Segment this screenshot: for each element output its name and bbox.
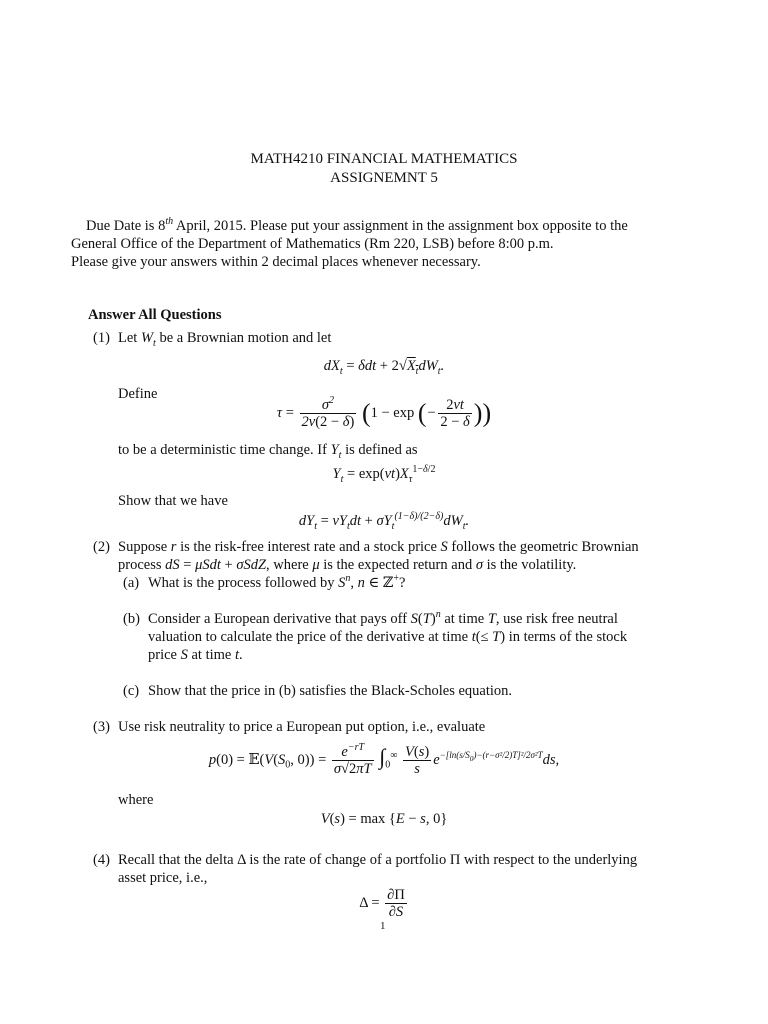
q2-number: (2)	[93, 539, 110, 555]
intro-line-3: Please give your answers within 2 decimal places whenever necessary.	[71, 254, 481, 270]
q2a-number: (a)	[123, 575, 140, 591]
page-number: 1	[380, 920, 386, 932]
q1-equation-dy: $dY_t = \nu Y_tdt + \sigma Y_t^{(1-\delta)/(2-\delta)}dW_t$.	[298, 511, 470, 532]
course-title: MATH4210 FINANCIAL MATHEMATICS	[250, 151, 518, 167]
q3-number: (3)	[93, 719, 110, 735]
q2-line-2: process dS = μSdt + σSdZ, where μ is the expected return and σ is the volatility.	[118, 557, 577, 573]
q2b-line-1: Consider a European derivative that pays off $S(T)^n$ at time T, use risk free neutral	[148, 609, 618, 627]
q2b-line-3: price S at time t.	[148, 647, 243, 663]
q2-line-1: Suppose r is the risk-free interest rate and a stock price S follows the geometric Brownian	[118, 539, 639, 555]
q1-text: Let $W_t$ be a Brownian motion and let	[118, 330, 332, 349]
q4-line-2: asset price, i.e.,	[118, 870, 208, 886]
intro-line-2: General Office of the Department of Mathematics (Rm 220, LSB) before 8:00 p.m.	[71, 236, 554, 252]
q1-equation-dx: $dX_t = \delta dt + 2√X_tdW_t$.	[323, 358, 445, 377]
intro-line-1: Due Date is 8th April, 2015. Please put your assignment in the assignment box opposite to the	[86, 216, 628, 234]
q3-equation-p0: $p(0) = 𝔼(V(S_0$, 0)) = $\frac{e^{-rT}}{\sigma√2\pi T}$ $\int_0^\infty$ $\frac{V(s)}{s}$ $e^{-[ln(s/S_0)-(r-\sigma^2/2)T]^2/2\sigma^2T}ds$,	[208, 742, 560, 777]
q4-number: (4)	[93, 852, 110, 868]
q2b-line-2: valuation to calculate the price of the derivative at time t(≤ T) in terms of the stock	[148, 629, 628, 645]
q3-text: Use risk neutrality to price a European put option, i.e., evaluate	[118, 719, 486, 735]
q3-where: where	[118, 792, 154, 808]
assignment-title: ASSIGNEMNT 5	[330, 170, 438, 186]
q1-equation-y: $Y_t = \exp(\nu t)X_\tau^{1-\delta/2}$	[332, 464, 436, 485]
q2a-text: What is the process followed by $S^n$, n ∈ ℤ+?	[148, 573, 406, 591]
q1-equation-tau: τ = $\frac{\sigma^2}{2\nu(2 - \delta)}$ (1 − exp (− $\frac{2\nu t}{2 - \delta}$ ))	[276, 395, 492, 430]
q1-number: (1)	[93, 330, 110, 346]
q2c-text: Show that the price in (b) satisfies the Black-Scholes equation.	[148, 683, 513, 699]
q2b-number: (b)	[123, 611, 140, 627]
section-heading: Answer All Questions	[88, 307, 222, 323]
q1-show: Show that we have	[118, 493, 228, 509]
q2c-number: (c)	[123, 683, 140, 699]
q4-line-1: Recall that the delta Δ is the rate of change of a portfolio Π with respect to the underlying	[118, 852, 638, 868]
q4-equation-delta: Δ = $\frac{\partial\Pi}{\partial S}$	[359, 887, 405, 920]
q1-tau-text: to be a deterministic time change. If $Y_t$ is defined as	[118, 442, 418, 461]
q3-equation-v: V(s) = max {E − s, 0}	[320, 811, 448, 827]
q1-define: Define	[118, 386, 158, 402]
